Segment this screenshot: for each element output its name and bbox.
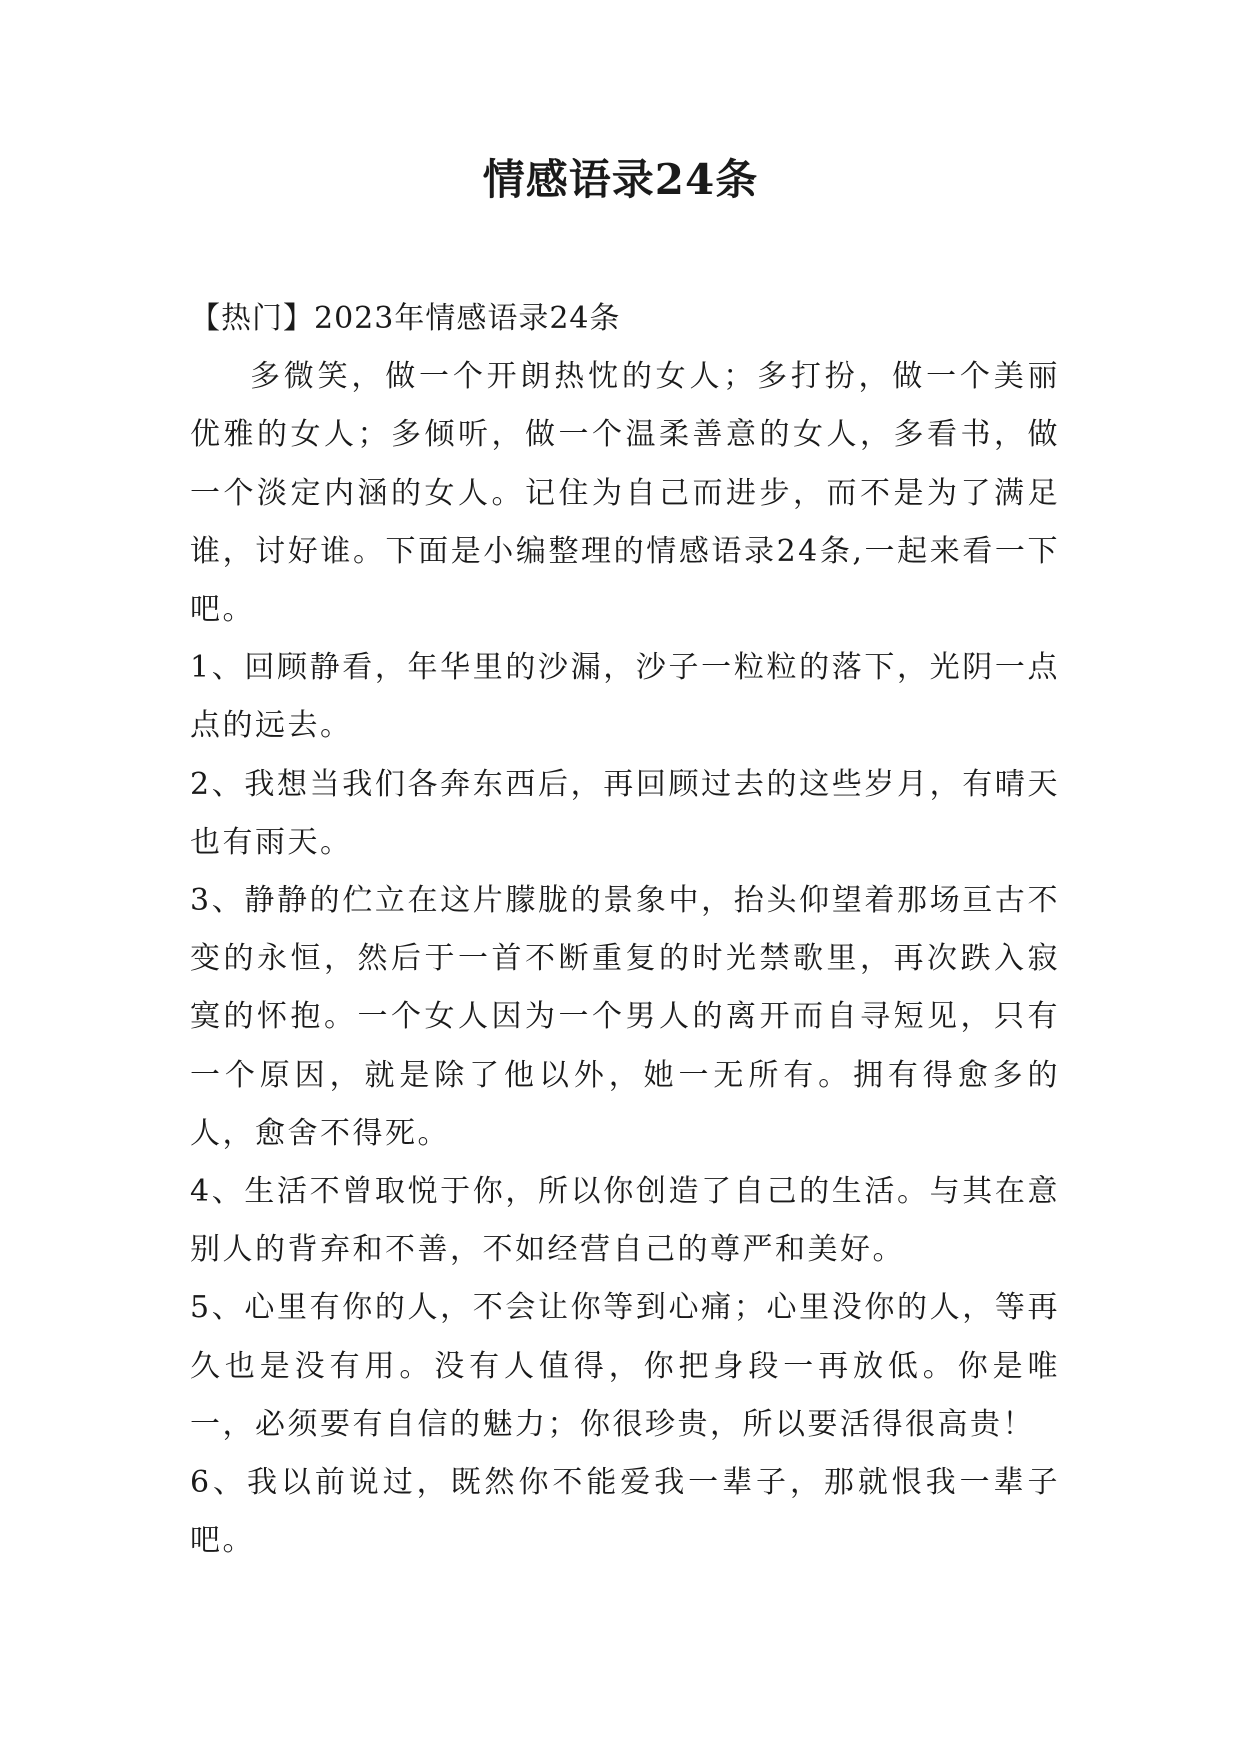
quote-item-2: 2、我想当我们各奔东西后，再回顾过去的这些岁月，有晴天也有雨天。 bbox=[190, 766, 1060, 860]
quote-item-3: 3、静静的伫立在这片朦胧的景象中，抬头仰望着那场亘古不变的永恒，然后于一首不断重复的时光禁歌里，再次跌入寂寞的怀抱。一个女人因为一个男人的离开而自寻短见，只有一个原因，就是除了他以外，她一无所有。拥有得愈多的人，愈舍不得死。 bbox=[190, 883, 1060, 1151]
document-subtitle: 【热门】2023年情感语录24条 bbox=[190, 301, 621, 336]
document-title: 情感语录24条 bbox=[482, 155, 759, 204]
document-body bbox=[190, 290, 1060, 1570]
intro-paragraph: 多微笑，做一个开朗热忱的女人；多打扮，做一个美丽优雅的女人；多倾听，做一个温柔善意的女人，多看书，做一个淡定内涵的女人。记住为自己而进步，而不是为了满足谁，讨好谁。下面是小编整理的情感语录24条,一起来看一下吧。 bbox=[190, 359, 1060, 628]
quote-item-4: 4、生活不曾取悦于你，所以你创造了自己的生活。与其在意别人的背弃和不善，不如经营自己的尊严和美好。 bbox=[190, 1174, 1060, 1268]
quote-item-6: 6、我以前说过，既然你不能爱我一辈子，那就恨我一辈子吧。 bbox=[190, 1465, 1060, 1559]
quote-item-1: 1、回顾静看，年华里的沙漏，沙子一粒粒的落下，光阴一点点的远去。 bbox=[190, 650, 1060, 744]
quote-item-5: 5、心里有你的人，不会让你等到心痛；心里没你的人，等再久也是没有用。没有人值得，你把身段一再放低。你是唯一，必须要有自信的魅力；你很珍贵，所以要活得很高贵！ bbox=[190, 1290, 1060, 1442]
